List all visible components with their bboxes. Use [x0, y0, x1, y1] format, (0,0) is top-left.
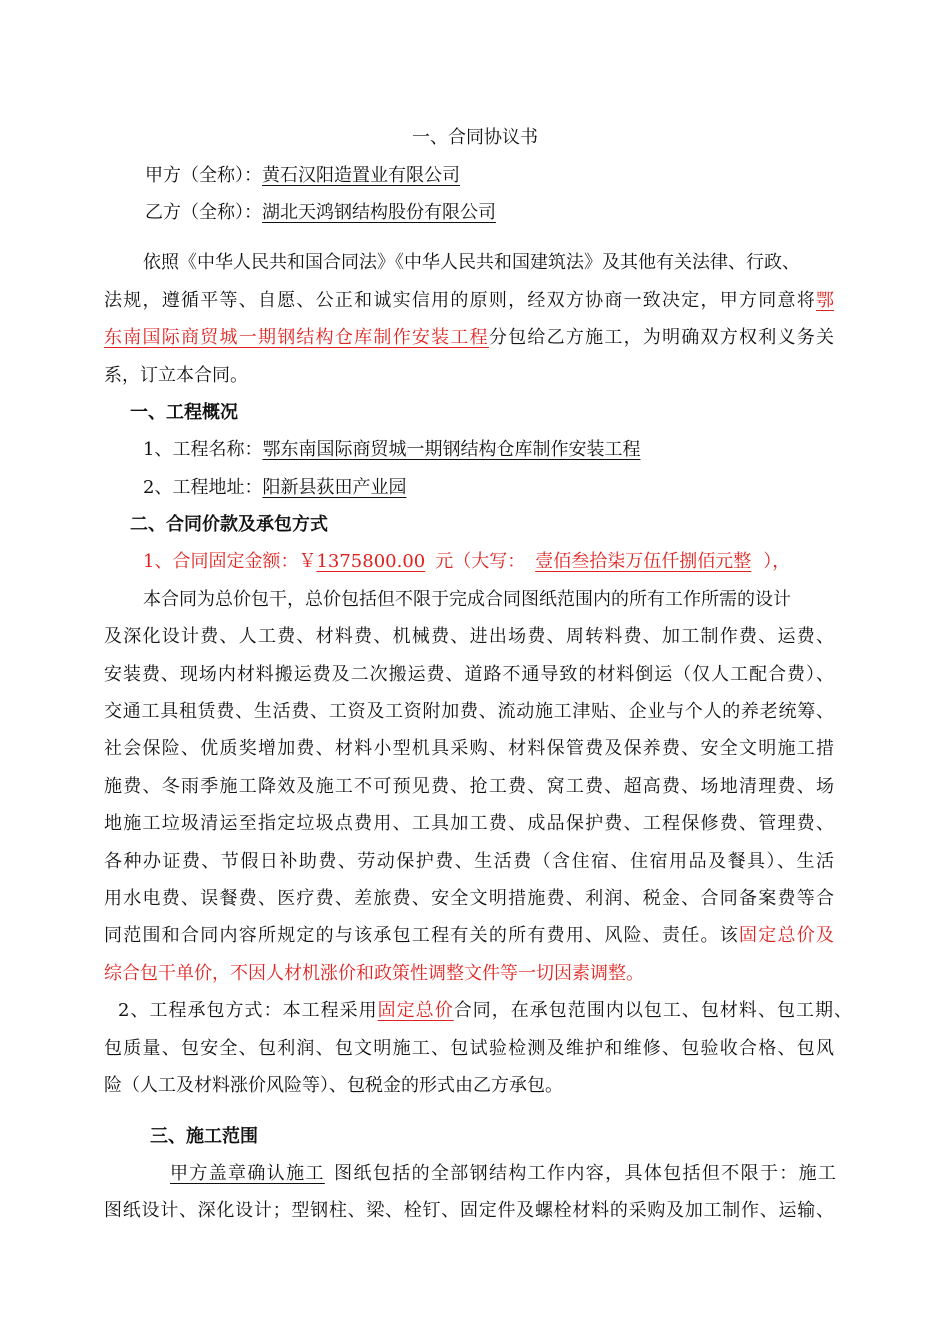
intro-line-4: 系，订立本合同。 — [104, 365, 248, 386]
contract-method-line: 2、工程承包方式：本工程采用固定总价合同，在承包范围内以包工、包材料、包工期、 — [118, 1000, 853, 1021]
scope-text-line: 地施工垃圾清运至指定垃圾点费用、工具加工费、成品保护费、工程保修费、管理费、 — [104, 813, 834, 834]
scope-text-line: 施费、冬雨季施工降效及施工不可预见费、抢工费、窝工费、超高费、场地清理费、场 — [104, 776, 834, 797]
project-name-end: 东南国际商贸城一期钢结构仓库制作安装工程 — [104, 327, 489, 348]
scope-text-line: 各种办证费、节假日补助费、劳动保护费、生活费（含住宿、住宿用品及餐具）、生活 — [104, 851, 834, 872]
construction-scope-line: 图纸设计、深化设计；型钢柱、梁、栓钉、固定件及螺栓材料的采购及加工制作、运输、 — [104, 1200, 834, 1221]
project-address-value: 阳新县荻田产业园 — [262, 477, 407, 498]
project-address-item: 2、工程地址：阳新县荻田产业园 — [143, 477, 407, 498]
fixed-price-note: 固定总价及 — [739, 925, 835, 946]
doc-title: 一、合同协议书 — [412, 127, 538, 148]
section-2-heading: 二、合同价款及承包方式 — [130, 514, 328, 535]
project-name-value: 鄂东南国际商贸城一期钢结构仓库制作安装工程 — [262, 439, 641, 460]
party-a-name: 黄石汉阳造置业有限公司 — [262, 165, 460, 186]
fixed-price-term: 固定总价 — [377, 1000, 454, 1021]
scope-text-line: 社会保险、优质奖增加费、材料小型机具采购、材料保管费及保养费、安全文明施工措 — [104, 738, 834, 759]
amount-value: 1375800.00 — [316, 551, 426, 572]
scope-text-line: 交通工具租赁费、生活费、工资及工资附加费、流动施工津贴、企业与个人的养老统筹、 — [104, 701, 834, 722]
scope-text-line: 本合同为总价包干，总价包括但不限于完成合同图纸范围内的所有工作所需的设计 — [143, 589, 791, 610]
scope-text-line: 安装费、现场内材料搬运费及二次搬运费、道路不通导致的材料倒运（仅人工配合费）、 — [104, 664, 834, 685]
intro-line-2: 法规，遵循平等、自愿、公正和诚实信用的原则，经双方协商一致决定，甲方同意将鄂 — [104, 290, 834, 311]
intro-line-1: 依照《中华人民共和国合同法》《中华人民共和国建筑法》及其他有关法律、行政、 — [143, 252, 800, 273]
intro-line-3: 东南国际商贸城一期钢结构仓库制作安装工程分包给乙方施工，为明确双方权利义务关 — [104, 327, 835, 348]
scope-text-line: 同范围和合同内容所规定的与该承包工程有关的所有费用、风险、责任。该固定总价及 — [104, 925, 835, 946]
approved-drawings: 甲方盖章确认施工 — [170, 1163, 325, 1184]
party-a-label: 甲方（全称）： — [145, 165, 262, 186]
contract-amount: 1、合同固定金额：￥1375800.00 元（大写： 壹佰叁拾柒万伍仟捌佰元整 ）， — [143, 551, 791, 572]
section-3-heading: 三、施工范围 — [150, 1126, 258, 1147]
fixed-price-clause: 综合包干单价，不因人材机涨价和政策性调整文件等一切因素调整。 — [104, 963, 644, 984]
contract-method-line: 包质量、包安全、包利润、包文明施工、包试验检测及维护和维修、包验收合格、包风 — [104, 1038, 834, 1059]
party-b-label: 乙方（全称）： — [145, 202, 262, 223]
scope-text-line: 用水电费、误餐费、医疗费、差旅费、安全文明措施费、利润、税金、合同备案费等合 — [104, 888, 834, 909]
scope-text-line: 及深化设计费、人工费、材料费、机械费、进出场费、周转料费、加工制作费、运费、 — [104, 626, 834, 647]
project-name-item: 1、工程名称：鄂东南国际商贸城一期钢结构仓库制作安装工程 — [143, 439, 641, 460]
construction-scope-line: 甲方盖章确认施工 图纸包括的全部钢结构工作内容，具体包括但不限于：施工 — [170, 1163, 837, 1184]
section-1-heading: 一、工程概况 — [130, 402, 238, 423]
party-b — [145, 201, 522, 225]
amount-in-words: 壹佰叁拾柒万伍仟捌佰元整 — [535, 551, 752, 572]
party-b-name: 湖北天鸿钢结构股份有限公司 — [262, 202, 496, 223]
contract-method-line: 险（人工及材料涨价风险等）、包税金的形式由乙方承包。 — [104, 1075, 563, 1096]
party-a — [145, 164, 482, 188]
project-name-start: 鄂 — [816, 290, 834, 311]
